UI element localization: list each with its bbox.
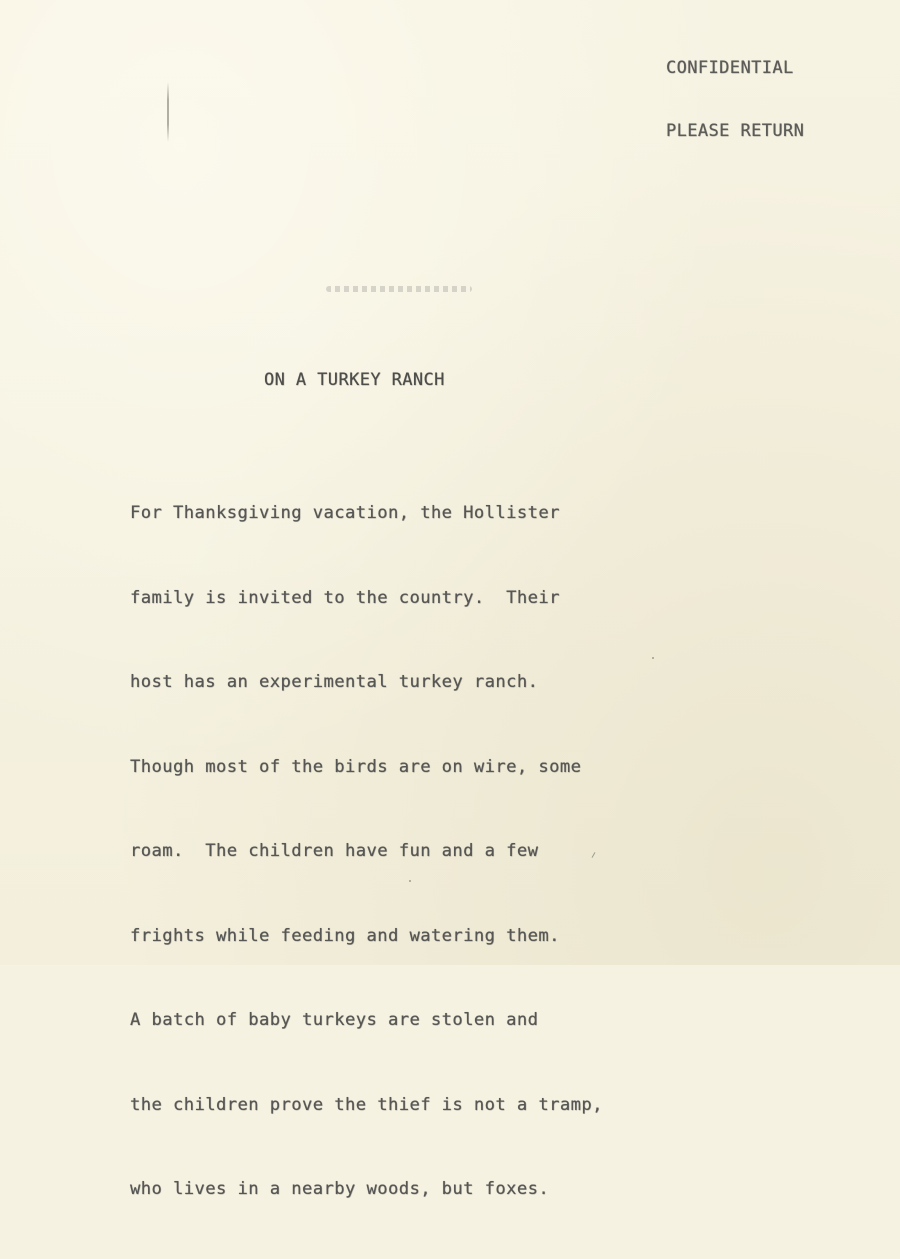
synopsis-line-4: Though most of the birds are on wire, some xyxy=(130,756,582,777)
synopsis-line-7: A batch of baby turkeys are stolen and xyxy=(130,1010,539,1030)
synopsis-line-6: frights while feeding and watering them. xyxy=(130,925,560,946)
stamp-line-please-return: PLEASE RETURN xyxy=(666,121,805,141)
confidential-stamp xyxy=(666,16,804,184)
synopsis-line-1: For Thanksgiving vacation, the Hollister xyxy=(130,503,560,523)
synopsis-line-5: roam. The children have fun and a few xyxy=(130,841,539,861)
faint-erased-mark xyxy=(326,286,472,292)
synopsis-line-2: family is invited to the country. Their xyxy=(130,587,560,608)
paper-crease xyxy=(167,82,169,142)
synopsis-line-3: host has an experimental turkey ranch. xyxy=(130,672,539,692)
paper-speck xyxy=(409,880,411,882)
paper-speck xyxy=(652,657,654,659)
synopsis-text xyxy=(130,458,603,1259)
stamp-line-confidential: CONFIDENTIAL xyxy=(666,58,794,78)
synopsis-line-8: the children prove the thief is not a tramp, xyxy=(130,1094,603,1115)
document-title: ON A TURKEY RANCH xyxy=(264,370,445,390)
synopsis-line-9: who lives in a nearby woods, but foxes. xyxy=(130,1179,550,1199)
